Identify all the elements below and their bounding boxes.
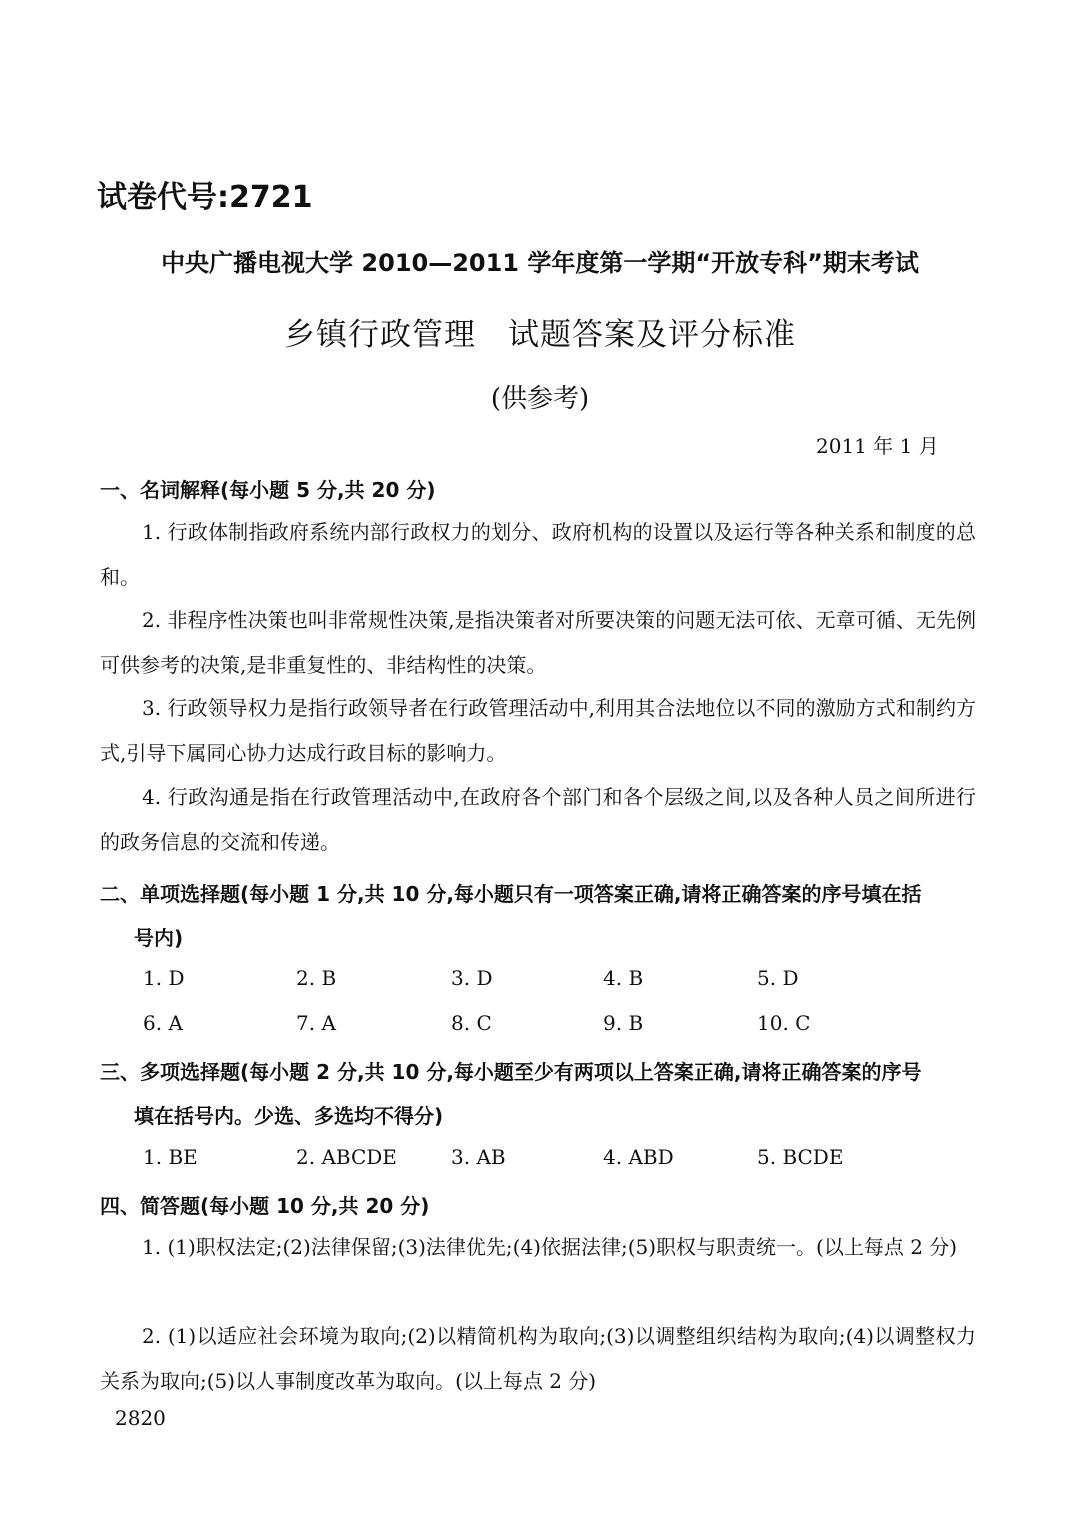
- multi-choice-answer-2: 2. ABCDE: [296, 1145, 397, 1169]
- paper-code: 试卷代号:2721: [97, 180, 313, 215]
- single-choice-answer-9: 9. B: [603, 1011, 644, 1035]
- exam-title: 中央广播电视大学 2010—2011 学年度第一学期“开放专科”期末考试: [161, 249, 919, 277]
- section-2-heading-line-1: 二、单项选择题(每小题 1 分,共 10 分,每小题只有一项答案正确,请将正确答案的序号填在括: [100, 882, 922, 906]
- document-date: 2011 年 1 月: [816, 434, 939, 458]
- single-choice-answer-3: 3. D: [451, 966, 493, 990]
- single-choice-answer-1: 1. D: [143, 966, 185, 990]
- single-choice-answer-6: 6. A: [143, 1011, 183, 1035]
- section-4-item-2: 2. (1)以适应社会环境为取向;(2)以精简机构为取向;(3)以调整组织结构为取向;(4)以调整权力关系为取向;(5)以人事制度改革为取向。(以上每点 2 分): [100, 1324, 976, 1393]
- single-choice-answer-2: 2. B: [296, 966, 337, 990]
- multi-choice-answer-5: 5. BCDE: [757, 1145, 844, 1169]
- multi-choice-answer-4: 4. ABD: [603, 1145, 674, 1169]
- section-1-item-1: 1. 行政体制指政府系统内部行政权力的划分、政府机构的设置以及运行等各种关系和制度的总和。: [100, 520, 976, 589]
- section-4-heading: 四、简答题(每小题 10 分,共 20 分): [100, 1194, 430, 1218]
- section-3-heading-line-2: 填在括号内。少选、多选均不得分): [134, 1104, 444, 1128]
- single-choice-answer-7: 7. A: [296, 1011, 336, 1035]
- document-title: 乡镇行政管理 试题答案及评分标准: [284, 317, 796, 353]
- section-1-item-4: 4. 行政沟通是指在行政管理活动中,在政府各个部门和各个层级之间,以及各种人员之间所进行的政务信息的交流和传递。: [100, 785, 976, 854]
- multi-choice-answer-1: 1. BE: [143, 1145, 198, 1169]
- document-subtitle: (供参考): [490, 384, 590, 414]
- single-choice-answer-5: 5. D: [757, 966, 799, 990]
- section-2-heading-line-2: 号内): [134, 926, 184, 950]
- section-1-item-2: 2. 非程序性决策也叫非常规性决策,是指决策者对所要决策的问题无法可依、无章可循、无先例可供参考的决策,是非重复性的、非结构性的决策。: [100, 608, 976, 677]
- single-choice-answer-4: 4. B: [603, 966, 644, 990]
- single-choice-answer-8: 8. C: [451, 1011, 492, 1035]
- section-1-item-3: 3. 行政领导权力是指行政领导者在行政管理活动中,利用其合法地位以不同的激励方式和制约方式,引导下属同心协力达成行政目标的影响力。: [100, 696, 976, 765]
- page-number: 2820: [115, 1406, 166, 1430]
- section-1-heading: 一、名词解释(每小题 5 分,共 20 分): [100, 478, 436, 502]
- multi-choice-answer-3: 3. AB: [451, 1145, 506, 1169]
- single-choice-answer-10: 10. C: [757, 1011, 811, 1035]
- section-4-item-1: 1. (1)职权法定;(2)法律保留;(3)法律优先;(4)依据法律;(5)职权与职责统一。(以上每点 2 分): [142, 1235, 958, 1259]
- section-3-heading-line-1: 三、多项选择题(每小题 2 分,共 10 分,每小题至少有两项以上答案正确,请将正确答案的序号: [100, 1060, 922, 1084]
